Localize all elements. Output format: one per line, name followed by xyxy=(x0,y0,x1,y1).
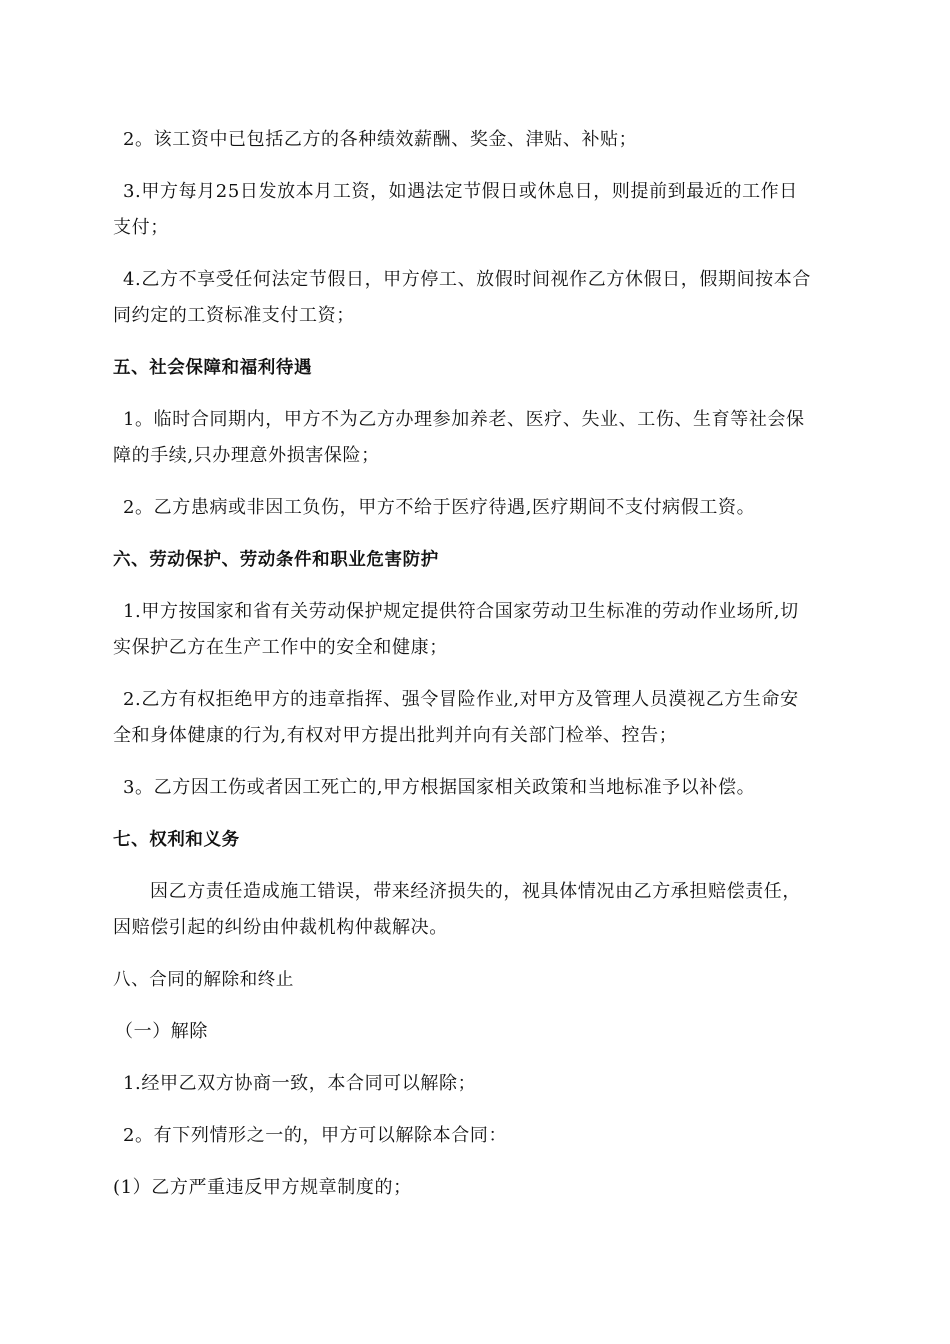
clause-7-paragraph-line-2: 因赔偿引起的纠纷由仲裁机构仲裁解决。 xyxy=(113,917,448,938)
section-5-heading: 五、社会保障和福利待遇 xyxy=(113,358,313,378)
clause-5-item-2: 2。乙方患病或非因工负伤，甲方不给于医疗待遇,医疗期间不支付病假工资。 xyxy=(123,497,756,518)
clause-6-item-2-line-2: 全和身体健康的行为,有权对甲方提出批判并向有关部门检举、控告； xyxy=(113,725,678,746)
clause-6-item-2-line-1: 2.乙方有权拒绝甲方的违章指挥、强令冒险作业,对甲方及管理人员漠视乙方生命安 xyxy=(123,689,799,710)
clause-4-item-3-line-1: 3.甲方每月25日发放本月工资，如遇法定节假日或休息日，则提前到最近的工作日 xyxy=(123,181,798,202)
clause-8-item-1: 1.经甲乙双方协商一致，本合同可以解除； xyxy=(123,1073,477,1094)
clause-4-item-4-line-2: 同约定的工资标准支付工资； xyxy=(113,305,355,326)
section-8-heading: 八、合同的解除和终止 xyxy=(113,970,294,990)
clause-7-paragraph-line-1: 因乙方责任造成施工错误，带来经济损失的，视具体情况由乙方承担赔偿责任， xyxy=(150,881,801,902)
clause-6-item-3: 3。乙方因工伤或者因工死亡的,甲方根据国家相关政策和当地标准予以补偿。 xyxy=(123,777,756,798)
clause-8-item-2: 2。有下列情形之一的，甲方可以解除本合同： xyxy=(123,1125,508,1146)
clause-5-item-1-line-1: 1。临时合同期内，甲方不为乙方办理参加养老、医疗、失业、工伤、生育等社会保 xyxy=(123,409,805,430)
clause-6-item-1-line-1: 1.甲方按国家和省有关劳动保护规定提供符合国家劳动卫生标准的劳动作业场所,切 xyxy=(123,601,799,622)
section-6-heading: 六、劳动保护、劳动条件和职业危害防护 xyxy=(113,550,439,570)
clause-5-item-1-line-2: 障的手续,只办理意外损害保险； xyxy=(113,445,380,466)
section-7-heading: 七、权利和义务 xyxy=(113,830,240,850)
clause-8-subheading-termination: （一）解除 xyxy=(115,1021,208,1042)
clause-6-item-1-line-2: 实保护乙方在生产工作中的安全和健康； xyxy=(113,637,448,658)
clause-4-item-3-line-2: 支付； xyxy=(113,217,169,238)
clause-4-item-4-line-1: 4.乙方不享受任何法定节假日，甲方停工、放假时间视作乙方休假日，假期间按本合 xyxy=(123,269,811,290)
clause-4-item-2: 2。该工资中已包括乙方的各种绩效薪酬、奖金、津贴、补贴； xyxy=(123,129,638,150)
clause-8-item-2-sub-1: (1）乙方严重违反甲方规章制度的； xyxy=(113,1177,412,1198)
